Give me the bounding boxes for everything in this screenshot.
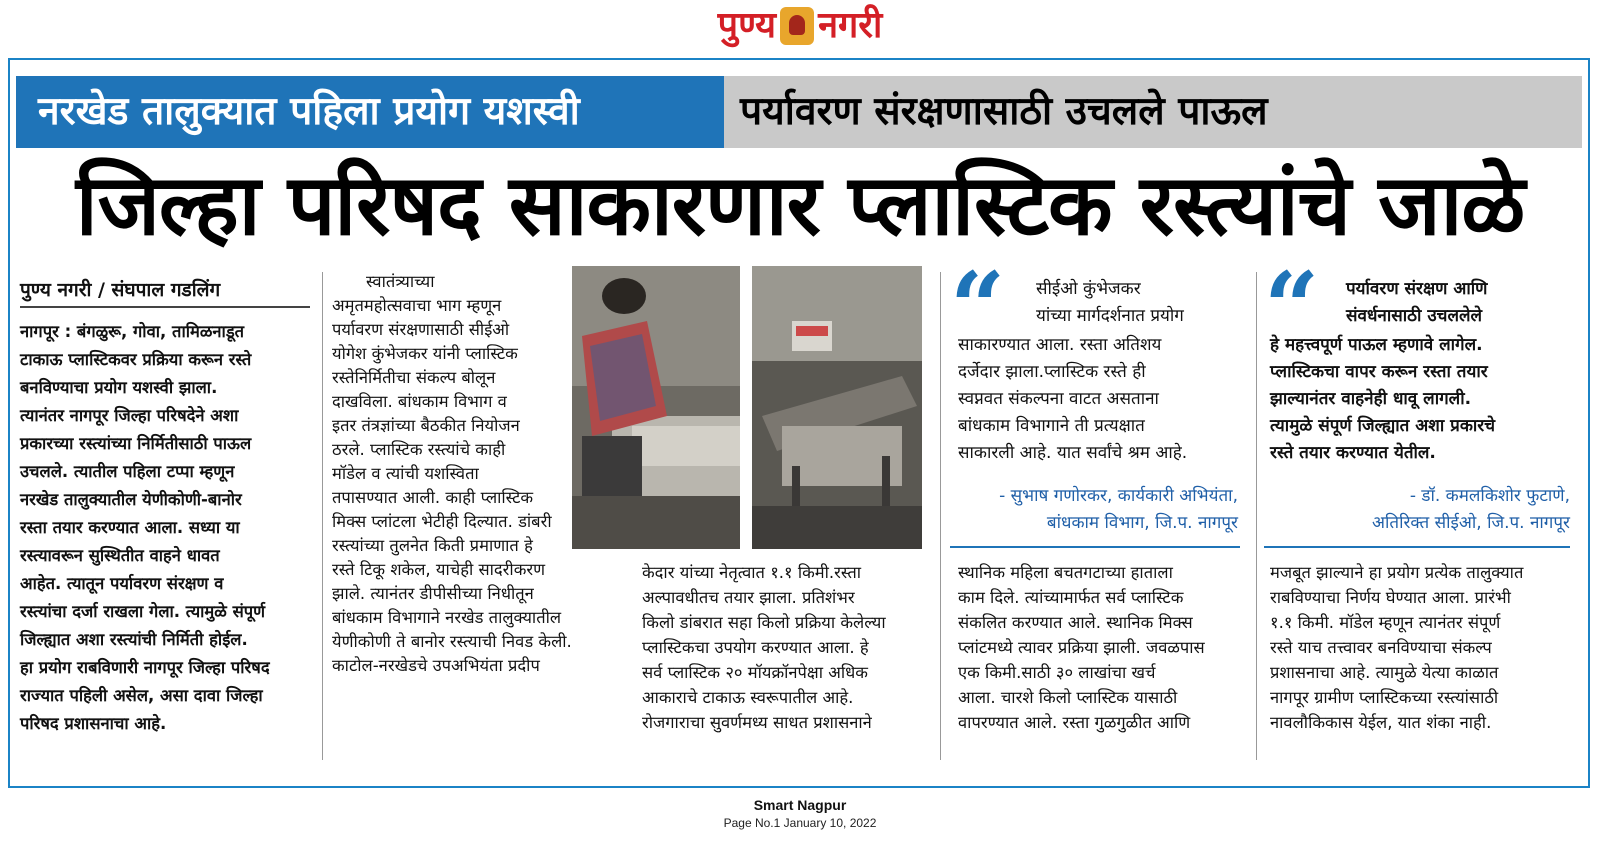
text-line: नागपूर : बंगळुरू, गोवा, तामिळनाडूत [20, 322, 245, 341]
text-line: रस्ते टिकू शकेल, याचेही सादरीकरण [332, 560, 546, 579]
kicker-right: पर्यावरण संरक्षणासाठी उचलले पाऊल [724, 76, 1582, 148]
quote-icon: “ [1264, 251, 1320, 364]
attribution-line: बांधकाम विभाग, जि.प. नागपूर [1046, 513, 1238, 533]
text-line: काटोल-नरखेडचे उपअभियंता प्रदीप [332, 656, 540, 675]
quote-2-body [1270, 332, 1570, 467]
attribution-line: - सुभाष गणोरकर, कार्यकारी अभियंता, [999, 486, 1238, 506]
text-line: बनविण्याचा प्रयोग यशस्वी झाला. [20, 378, 218, 397]
quote-line: बांधकाम विभागाने ती प्रत्यक्षात [958, 416, 1145, 436]
byline-rule [20, 306, 310, 308]
text-line: त्यानंतर नागपूर जिल्हा परिषदेने अशा [20, 406, 239, 425]
quote-icon: “ [950, 251, 1006, 364]
photo-worker [572, 266, 740, 549]
masthead-right: नगरी [818, 5, 883, 46]
text-line: तपासण्यात आली. काही प्लास्टिक [332, 488, 534, 507]
text-line: आकाराचे टाकाऊ स्वरूपातील आहे. [642, 688, 854, 707]
text-line: रस्ता तयार करण्यात आला. सध्या या [20, 518, 240, 537]
headline: जिल्हा परिषद साकारणार प्लास्टिक रस्त्यांचे जाळे [75, 156, 1525, 254]
text-line: संकलित करण्यात आले. स्थानिक मिक्स [958, 613, 1193, 632]
text-line: रस्त्यांच्या तुलनेत किती प्रमाणात हे [332, 536, 533, 555]
text-line: जिल्ह्यात अशा रस्त्यांची निर्मिती होईल. [20, 630, 248, 649]
text-line: किलो डांबरात सहा किलो प्रक्रिया केलेल्या [642, 613, 886, 632]
footer-page-info: Page No.1 January 10, 2022 [723, 816, 877, 830]
text-line: १.१ किमी. मॉडेल म्हणून त्यानंतर संपूर्ण [1270, 613, 1501, 632]
attribution-line: - डॉ. कमलकिशोर फुटाणे, [1409, 486, 1570, 506]
text-line: राबविण्याचा निर्णय घेण्यात आला. प्रारंभी [1270, 588, 1511, 607]
column-3 [642, 560, 932, 735]
quote-1-body [958, 332, 1240, 467]
photo-machine [752, 266, 922, 549]
text-line: पर्यावरण संरक्षणासाठी सीईओ [332, 320, 510, 339]
text-line: रोजगाराचा सुवर्णमध्य साधत प्रशासनाने [642, 713, 872, 732]
text-line: आहेत. त्यातून पर्यावरण संरक्षण व [20, 574, 224, 593]
quote-1-head [1036, 276, 1236, 330]
quote-line: यांच्या मार्गदर्शनात प्रयोग [1036, 306, 1184, 326]
text-line: बांधकाम विभागाने नरखेड तालुक्यातील [332, 608, 562, 627]
text-line: इतर तंत्रज्ञांच्या बैठकीत नियोजन [332, 416, 520, 435]
text-line: रस्तेनिर्मितीचा संकल्प बोलून [332, 368, 496, 387]
text-line: नरखेड तालुक्यातील येणीकोणी-बानोर [20, 490, 242, 509]
column-1 [20, 318, 312, 738]
attribution-line: अतिरिक्त सीईओ, जि.प. नागपूर [1372, 513, 1570, 533]
masthead-logo [718, 6, 883, 46]
text-line: अल्पावधीतच तयार झाला. प्रतिशंभर [642, 588, 855, 607]
quote-line: संवर्धनासाठी उचललेले [1346, 306, 1483, 326]
text-line: काम दिले. त्यांच्यामार्फत सर्व प्लास्टिक [958, 588, 1184, 607]
text-line: एक किमी.साठी ३० लाखांचा खर्च [958, 663, 1156, 682]
text-line: सर्व प्लास्टिक २० मॉयक्रॉनपेक्षा अधिक [642, 663, 868, 682]
quote-line: रस्ते तयार करण्यात येतील. [1270, 443, 1436, 463]
text-line: मजबूत झाल्याने हा प्रयोग प्रत्येक तालुक्यात [1270, 563, 1524, 582]
text-line: मिक्स प्लांटला भेटीही दिल्यात. डांबरी [332, 512, 552, 531]
text-line: केदार यांच्या नेतृत्वात १.१ किमी.रस्ता [642, 563, 862, 582]
text-line: राज्यात पहिली असेल, असा दावा जिल्हा [20, 686, 263, 705]
quote-line: सीईओ कुंभेजकर [1036, 279, 1141, 299]
quote-line: स्वप्नवत संकल्पना वाटत असताना [958, 389, 1159, 409]
text-line: येणीकोणी ते बानोर रस्त्याची निवड केली. [332, 632, 572, 651]
quote-rule [950, 546, 1240, 548]
quote-line: साकारण्यात आला. रस्ता अतिशय [958, 335, 1162, 355]
text-line: स्थानिक महिला बचतगटाच्या हाताला [958, 563, 1173, 582]
quote-line: झाल्यानंतर वाहनेही धावू लागली. [1270, 389, 1472, 409]
text-line: रस्ते याच तत्त्वावर बनविण्याचा संकल्प [1270, 638, 1492, 657]
text-line: योगेश कुंभेजकर यांनी प्लास्टिक [332, 344, 518, 363]
footer-title: Smart Nagpur [753, 797, 847, 813]
text-line: आला. चारशे किलो प्लास्टिक यासाठी [958, 688, 1178, 707]
text-line: अमृतमहोत्सवाचा भाग म्हणून [332, 296, 502, 315]
quote-line: साकारली आहे. यात सर्वांचे श्रम आहे. [958, 443, 1188, 463]
text-line: रस्त्यांचा दर्जा राखला गेला. त्यामुळे संपूर्ण [20, 602, 266, 621]
text-line: नावलौकिकास येईल, यात शंका नाही. [1270, 713, 1492, 732]
column-4 [958, 560, 1248, 735]
quote-1-attribution [950, 483, 1238, 537]
text-line: झाले. त्यानंतर डीपीसीच्या निधीतून [332, 584, 534, 603]
quote-2-head [1346, 276, 1556, 330]
quote-rule [1264, 546, 1570, 548]
text-line: दाखविला. बांधकाम विभाग व [332, 392, 507, 411]
text-line: परिषद प्रशासनाचा आहे. [20, 714, 167, 733]
text-line: हा प्रयोग राबविणारी नागपूर जिल्हा परिषद [20, 658, 270, 677]
masthead [0, 0, 1600, 52]
column-divider [940, 272, 941, 760]
kicker-left: नरखेड तालुक्यात पहिला प्रयोग यशस्वी [16, 76, 724, 148]
text-line: ठरले. प्लास्टिक रस्त्यांचे काही [332, 440, 506, 459]
text-line: टाकाऊ प्लास्टिकवर प्रक्रिया करून रस्ते [20, 350, 252, 369]
column-divider [1256, 272, 1257, 760]
masthead-left: पुण्य [717, 5, 777, 46]
quote-2-attribution [1264, 483, 1570, 537]
text-line: रस्त्यावरून सुस्थितीत वाहने धावत [20, 546, 220, 565]
quote-line: त्यामुळे संपूर्ण जिल्ह्यात अशा प्रकारचे [1270, 416, 1496, 436]
column-divider [322, 272, 323, 760]
text-line: वापरण्यात आले. रस्ता गुळगुळीत आणि [958, 713, 1191, 732]
text-line: प्लांटमध्ये त्यावर प्रक्रिया झाली. जवळपास [958, 638, 1205, 657]
quote-line: हे महत्त्वपूर्ण पाऊल म्हणावे लागेल. [1270, 335, 1483, 355]
text-line: स्वातंत्र्याच्या [366, 272, 435, 291]
byline: पुण्य नगरी / संघपाल गडलिंग [20, 279, 221, 301]
emblem-icon [780, 7, 814, 45]
text-line: प्लास्टिकचा उपयोग करण्यात आला. हे [642, 638, 869, 657]
text-line: प्रकारच्या रस्त्यांच्या निर्मितीसाठी पाऊल [20, 434, 252, 453]
text-line: मॉडेल व त्यांची यशस्विता [332, 464, 479, 483]
text-line: उचलले. त्यातील पहिला टप्पा म्हणून [20, 462, 235, 481]
quote-line: प्लास्टिकचा वापर करून रस्ता तयार [1270, 362, 1488, 382]
text-line: प्रशासनाचा आहे. त्यामुळे येत्या काळात [1270, 663, 1499, 682]
text-line: नागपूर ग्रामीण प्लास्टिकच्या रस्त्यांसाठी [1270, 688, 1499, 707]
column-5 [1270, 560, 1575, 735]
quote-line: पर्यावरण संरक्षण आणि [1346, 279, 1488, 299]
quote-line: दर्जेदार झाला.प्लास्टिक रस्ते ही [958, 362, 1146, 382]
